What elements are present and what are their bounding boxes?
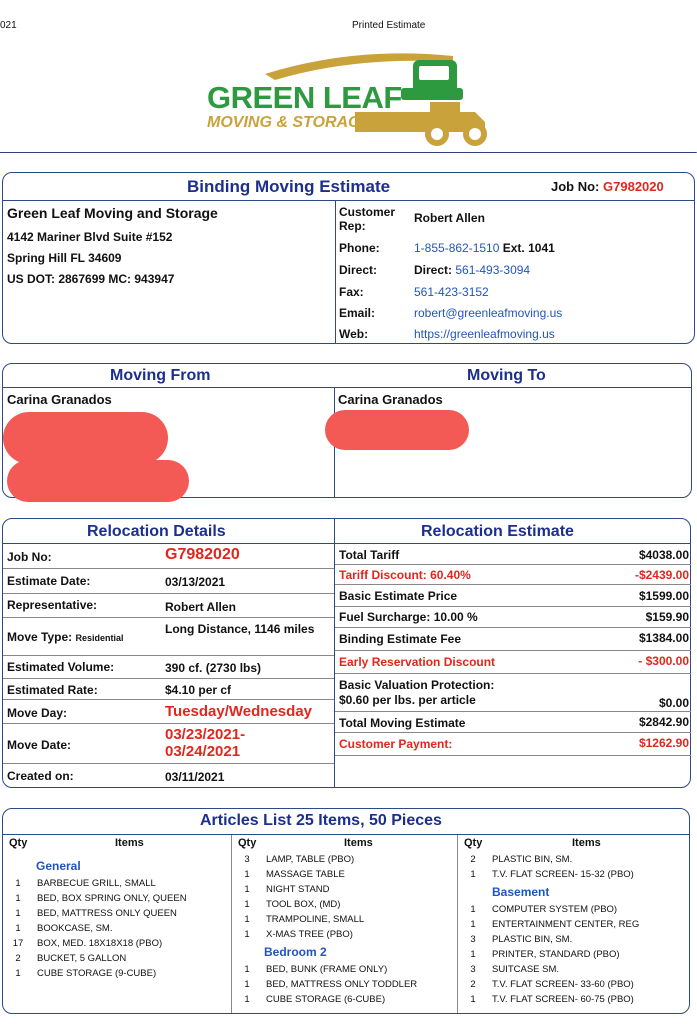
- redaction-mark: [3, 412, 168, 464]
- detail-label: Move Date:: [7, 738, 72, 752]
- estimate-label: Binding Estimate Fee: [339, 632, 462, 646]
- estimate-amount: - $300.00: [638, 654, 689, 668]
- relocation-details-title: Relocation Details: [87, 523, 226, 540]
- estimate-row: [335, 733, 691, 756]
- direct-prefix: Direct:: [414, 263, 453, 277]
- estimate-label: Fuel Surcharge: 10.00 %: [339, 610, 478, 624]
- to-customer-name: Carina Granados: [338, 392, 443, 407]
- redaction-mark: [7, 460, 189, 502]
- detail-row-volume: [3, 656, 334, 679]
- web-link[interactable]: https://greenleafmoving.us: [414, 327, 555, 341]
- section-heading: Basement: [492, 885, 550, 899]
- company-dot: US DOT: 2867699 MC: 943947: [7, 272, 175, 286]
- binding-estimate-box: [2, 172, 695, 344]
- detail-label: Estimated Rate:: [7, 683, 98, 697]
- detail-row-move-day: [3, 700, 334, 724]
- estimate-row: [335, 585, 691, 607]
- from-customer-name: Carina Granados: [7, 392, 112, 407]
- email-label: Email:: [339, 306, 376, 320]
- print-date-fragment: 021: [0, 20, 17, 31]
- detail-label: Estimated Volume:: [7, 660, 115, 674]
- articles-column-1: Qty Items General 1 BARBECUE GRILL, SMALL 1 BED, BOX SPRING ONLY, QUEEN 1 BED, MATTRESS ONLY QUEEN 1 BOOKCASE, SM. 17 BOX, MED. 18X18X18 (PBO) 2 BUCKET, 5 GALLON 1 CUBE STORAGE (9-CUBE): [3, 835, 232, 1013]
- estimate-row: [335, 544, 691, 565]
- detail-row-estimate-date: [3, 569, 334, 594]
- moving-from-to-box: [2, 363, 692, 498]
- moving-to-title: Moving To: [467, 367, 546, 384]
- company-address-2: Spring Hill FL 34609: [7, 251, 122, 265]
- estimate-amount: $4038.00: [638, 548, 689, 562]
- qty-header: Qty: [9, 837, 28, 849]
- direct-link[interactable]: 561-493-3094: [455, 263, 531, 277]
- fax-value[interactable]: 561-423-3152: [414, 285, 489, 299]
- qty-header: Qty: [464, 837, 483, 849]
- move-type-residential: Residential: [75, 633, 124, 643]
- estimate-label: Basic Valuation Protection:: [339, 678, 495, 692]
- estimate-amount: -$2439.00: [634, 568, 689, 582]
- logo-text-sub: MOVING & STORAGE: [207, 114, 372, 131]
- articles-column-3: Qty Items 2 PLASTIC BIN, SM. 1 T.V. FLAT SCREEN- 15-32 (PBO) Basement 1 COMPUTER SYSTEM (PBO) 1 ENTERTAINMENT CENTER, REG 3 PLASTIC BIN, SM. 1 PRINTER, STANDARD (PBO) 3 SUITCASE SM. 2 T.V. FLAT SCREEN- 33-60 (PBO) 1 T.V. FLAT SCREEN- 60-75 (PBO): [464, 837, 640, 1005]
- phone-ext: Ext. 1041: [502, 241, 555, 255]
- detail-label: Representative:: [7, 598, 98, 612]
- estimate-amount: $2842.90: [638, 715, 689, 729]
- detail-move-date-1: 03/23/2021-: [165, 726, 246, 743]
- job-number: G7982020: [603, 179, 664, 194]
- detail-label: Job No:: [7, 550, 52, 564]
- web-label: Web:: [339, 327, 369, 341]
- phone-row: [414, 241, 555, 255]
- detail-value: 03/11/2021: [165, 770, 225, 784]
- moving-from-title: Moving From: [110, 367, 211, 384]
- company-name: Green Leaf Moving and Storage: [7, 205, 218, 221]
- estimate-label: Customer Payment:: [339, 737, 453, 751]
- print-header: Printed Estimate: [352, 20, 426, 31]
- estimate-row: [335, 651, 691, 674]
- estimate-amount: $159.90: [645, 610, 689, 624]
- estimate-amount: $1384.00: [638, 631, 689, 645]
- job-number-header: [551, 179, 664, 194]
- estimate-label-sub: $0.60 per lbs. per article: [339, 693, 476, 707]
- articles-column-2: Qty Items 3 LAMP, TABLE (PBO) 1 MASSAGE TABLE 1 NIGHT STAND 1 TOOL BOX, (MD) 1 TRAMPOLINE, SMALL 1 X-MAS TREE (PBO) Bedroom 2 1 BED, BUNK (FRAME ONLY) 1 BED, MATTRESS ONLY TODDLER 1 CUBE STORAGE (6-CUBE): [232, 835, 458, 1013]
- direct-label: Direct:: [339, 263, 378, 277]
- job-label: Job No:: [551, 179, 600, 194]
- estimate-title: Binding Moving Estimate: [187, 177, 391, 196]
- detail-value: 390 cf. (2730 lbs): [165, 661, 262, 675]
- estimate-row: [335, 628, 691, 651]
- green-leaf-logo: [205, 46, 495, 152]
- items-header: Items: [344, 837, 373, 849]
- estimate-label: Basic Estimate Price: [339, 589, 458, 603]
- redaction-mark: [325, 410, 469, 450]
- header-divider: [0, 152, 697, 153]
- detail-row-move-date: [3, 724, 334, 764]
- estimate-row: [335, 674, 691, 712]
- detail-label: Move Day:: [7, 706, 68, 720]
- estimate-label: Tariff Discount: 60.40%: [339, 568, 471, 582]
- estimate-row: [335, 565, 691, 585]
- estimate-amount: $1599.00: [638, 589, 689, 603]
- detail-value: Long Distance, 1146 miles: [165, 622, 315, 636]
- items-header: Items: [572, 837, 601, 849]
- detail-label: Created on:: [7, 769, 74, 783]
- detail-label: Estimate Date:: [7, 574, 91, 588]
- estimate-amount: $0.00: [658, 696, 689, 710]
- company-address-1: 4142 Mariner Blvd Suite #152: [7, 230, 173, 244]
- fax-label: Fax:: [339, 285, 364, 299]
- detail-value: Robert Allen: [165, 600, 236, 614]
- detail-move-date-2: 03/24/2021: [165, 743, 241, 760]
- estimate-row: [335, 712, 691, 733]
- phone-link[interactable]: 1-855-862-1510: [414, 241, 500, 255]
- detail-row-rate: [3, 679, 334, 700]
- items-header: Items: [115, 837, 144, 849]
- section-heading: General: [36, 859, 81, 873]
- rep-label: Customer Rep:: [339, 205, 396, 233]
- detail-row-created: [3, 764, 334, 788]
- detail-row-move-type: [3, 618, 334, 656]
- detail-value: $4.10 per cf: [165, 683, 232, 697]
- detail-label: [7, 630, 123, 644]
- relocation-box: [2, 518, 691, 788]
- move-type-label: Move Type:: [7, 630, 73, 644]
- phone-label: Phone:: [339, 241, 380, 255]
- articles-box: [2, 808, 690, 1014]
- detail-move-day: Tuesday/Wednesday: [165, 703, 312, 720]
- email-link[interactable]: robert@greenleafmoving.us: [414, 306, 563, 320]
- detail-value: 03/13/2021: [165, 575, 226, 589]
- qty-header: Qty: [238, 837, 257, 849]
- articles-title: Articles List 25 Items, 50 Pieces: [200, 812, 442, 829]
- relocation-estimate-title: Relocation Estimate: [421, 523, 574, 540]
- estimate-label: Total Moving Estimate: [339, 716, 466, 730]
- detail-job-number: G7982020: [165, 546, 240, 563]
- logo-text-main: GREEN LEAF: [207, 80, 402, 115]
- rep-value: Robert Allen: [414, 211, 485, 225]
- estimate-label: Total Tariff: [339, 548, 400, 562]
- detail-row-job: [3, 544, 334, 569]
- estimate-row: [335, 607, 691, 628]
- detail-row-representative: [3, 594, 334, 618]
- section-heading: Bedroom 2: [264, 945, 327, 959]
- estimate-label: Early Reservation Discount: [339, 655, 496, 669]
- estimate-amount: $1262.90: [638, 736, 689, 750]
- direct-row: [414, 263, 530, 277]
